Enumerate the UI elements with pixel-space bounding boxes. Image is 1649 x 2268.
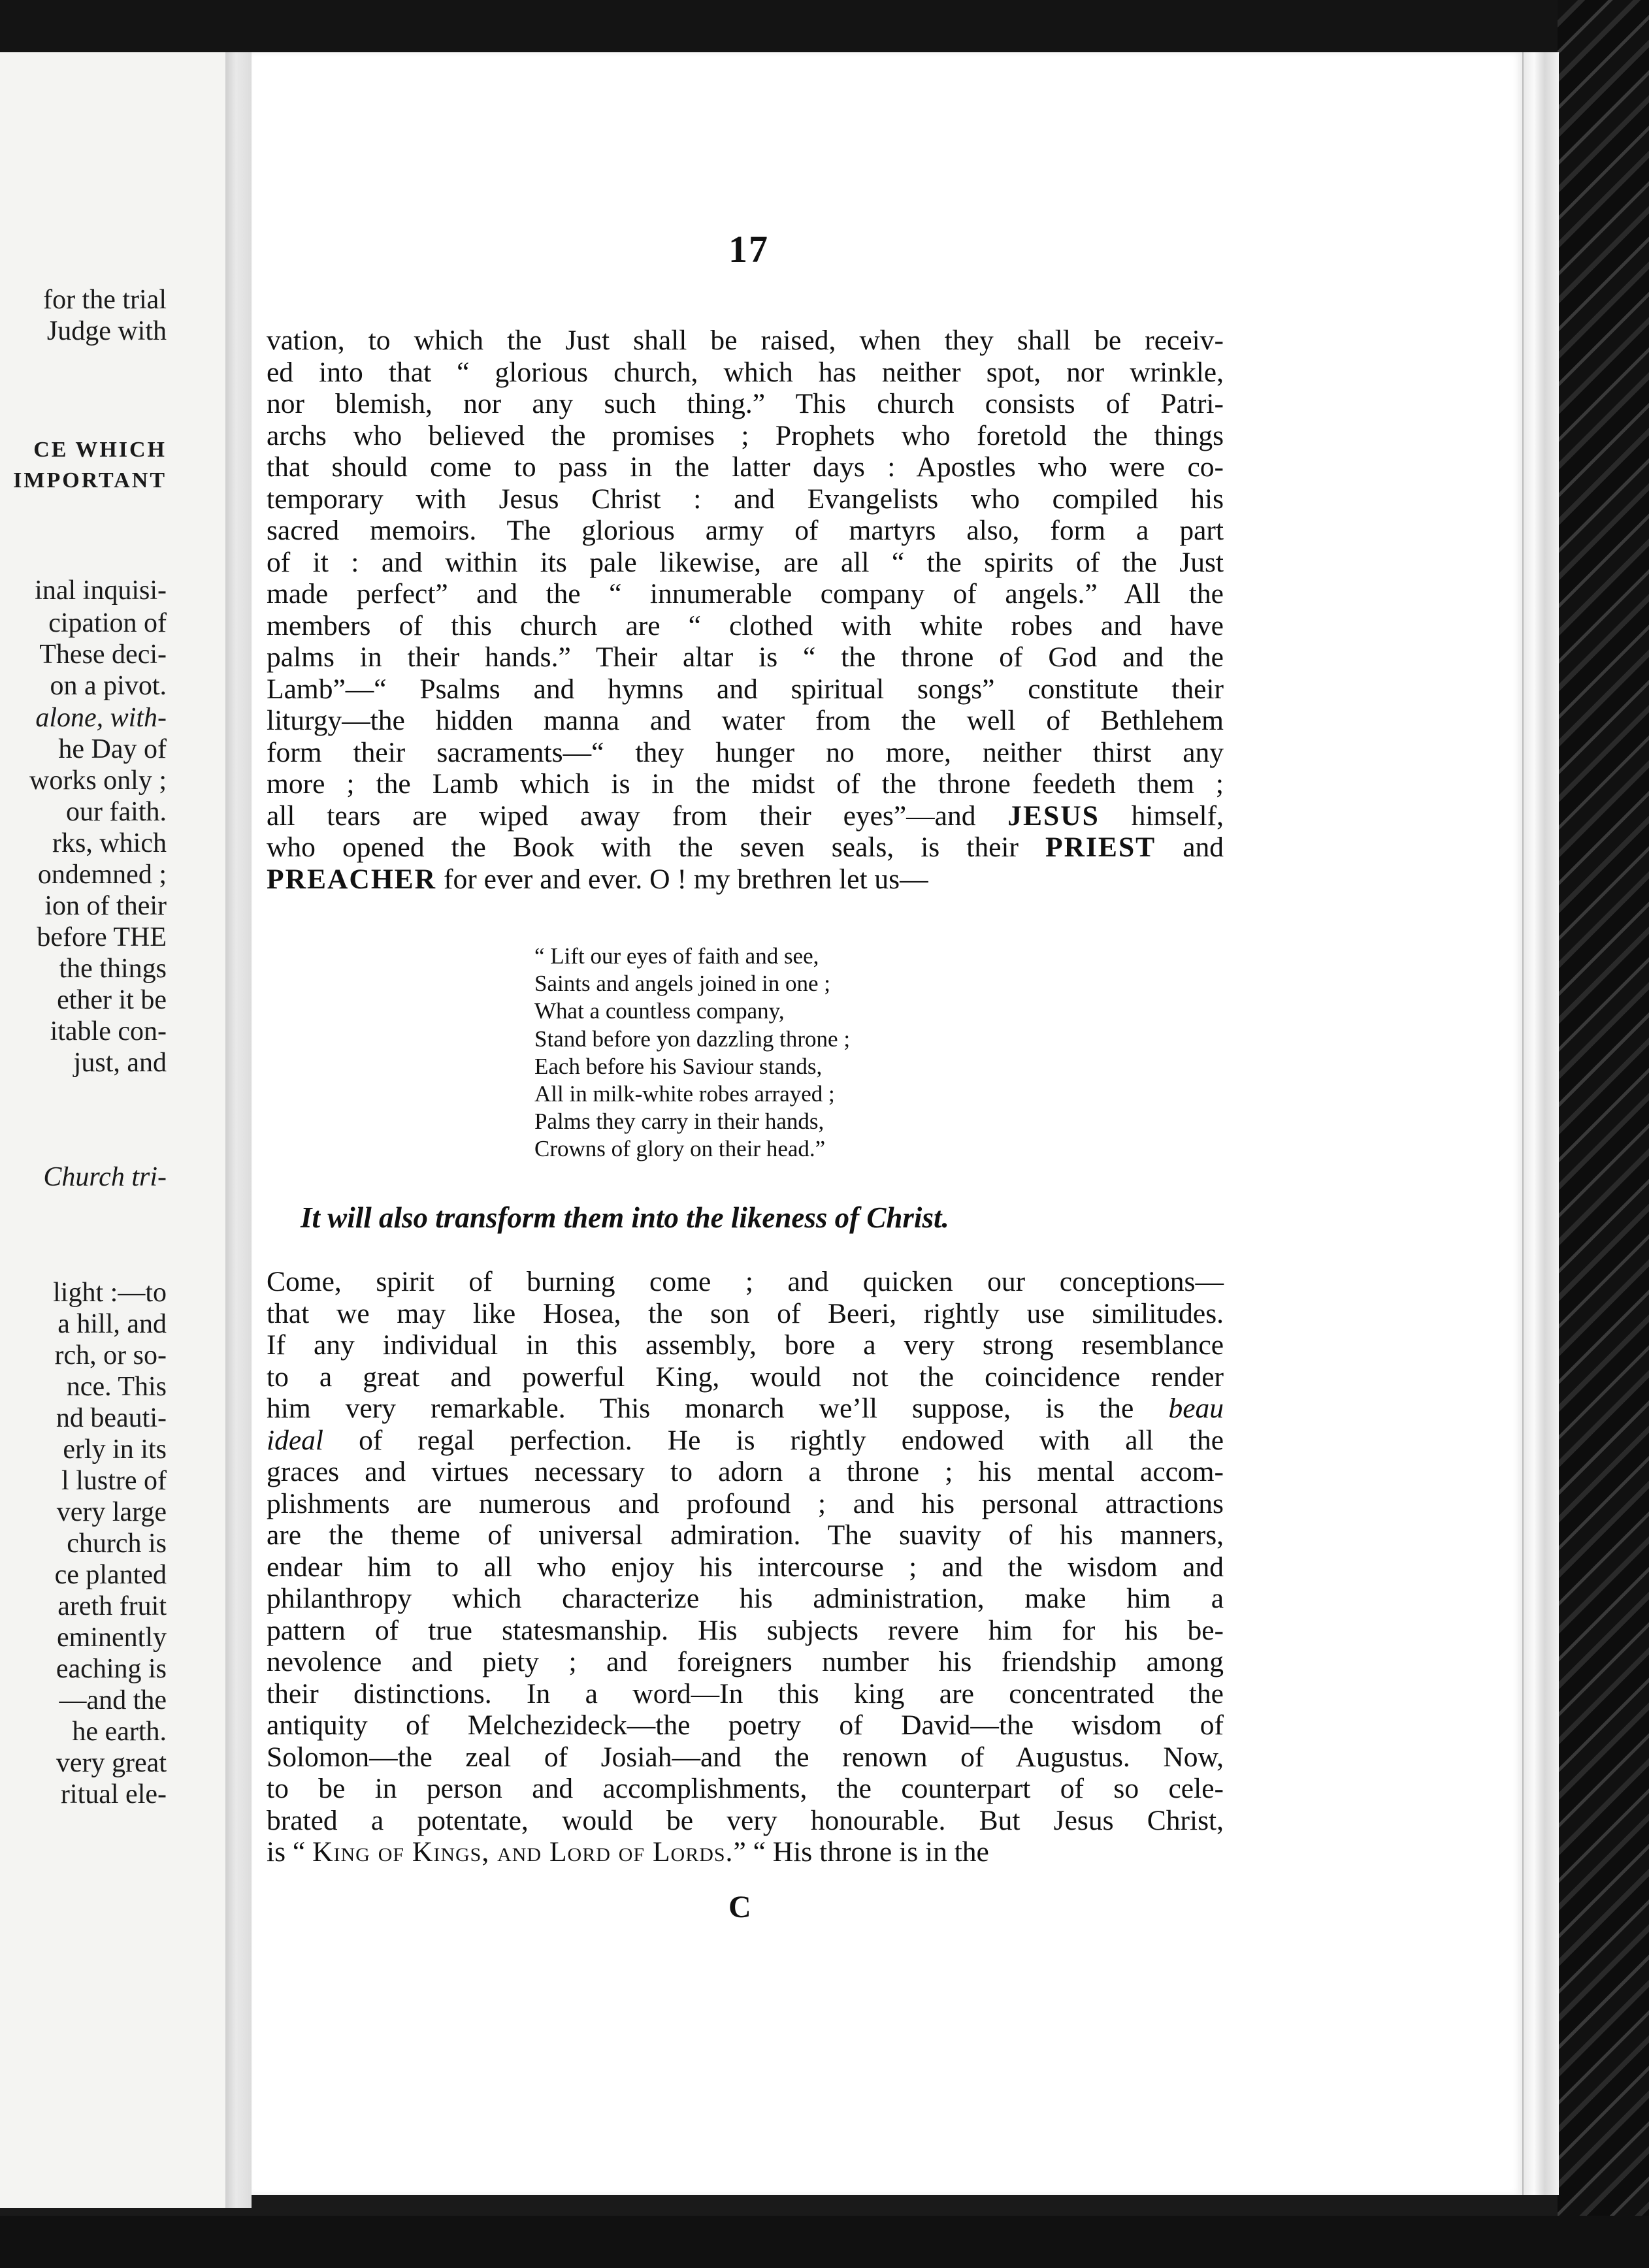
facing-page-line: CE WHICH: [33, 438, 167, 462]
facing-page-line: works only ;: [29, 766, 167, 796]
poem-line: Each before his Saviour stands,: [534, 1053, 823, 1079]
facing-page-line: on a pivot.: [50, 671, 167, 701]
facing-page-line: church is: [67, 1529, 167, 1559]
poem-line: “ Lift our eyes of faith and see,: [534, 943, 819, 969]
facing-page-line: he Day of: [58, 734, 167, 764]
text-line: ideal of regal perfection. He is rightly endowed with all the: [267, 1424, 1224, 1456]
facing-page-line: before THE: [37, 922, 167, 952]
facing-page-line: inal inquisi-: [35, 575, 167, 606]
text-line: members of this church are “ clothed with white robes and have: [267, 609, 1224, 641]
text-line: pattern of true statesmanship. His subjects revere him for his be-: [267, 1614, 1224, 1646]
facing-page-line: areth fruit: [57, 1591, 167, 1621]
text-line: is “ King of Kings, and Lord of Lords.” “ His throne is in the: [267, 1836, 989, 1868]
text-line: him very remarkable. This monarch we’ll suppose, is the beau: [267, 1393, 1224, 1424]
section-subheading: It will also transform them into the likeness of Christ.: [301, 1201, 949, 1234]
text-line: to a great and powerful King, would not the coincidence render: [267, 1361, 1224, 1393]
text-line: If any individual in this assembly, bore a very strong resemblance: [267, 1329, 1224, 1361]
text-line: temporary with Jesus Christ : and Evangelists who compiled his: [267, 483, 1224, 515]
poem-line: What a countless company,: [534, 998, 785, 1024]
facing-page-line: a hill, and: [57, 1309, 167, 1339]
text-line: sacred memoirs. The glorious army of martyrs also, form a part: [267, 515, 1224, 546]
text-line: ed into that “ glorious church, which has neither spot, nor wrinkle,: [267, 356, 1224, 388]
facing-page-line: he earth.: [72, 1717, 167, 1747]
poem-line: Crowns of glory on their head.”: [534, 1136, 826, 1162]
poem-line: Saints and angels joined in one ;: [534, 971, 830, 997]
facing-page-line: nce. This: [66, 1372, 167, 1402]
poem-line: All in milk-white robes arrayed ;: [534, 1081, 835, 1107]
text-line: that should come to pass in the latter days : Apostles who were co-: [267, 451, 1224, 483]
poem-quote: [534, 943, 850, 1163]
facing-page: [0, 52, 225, 2208]
text-line: vation, to which the Just shall be raised, when they shall be receiv-: [267, 325, 1224, 356]
facing-page-line: just, and: [73, 1048, 167, 1078]
text-line: more ; the Lamb which is in the midst of the throne feedeth them ;: [267, 768, 1224, 800]
facing-page-line: cipation of: [48, 608, 167, 638]
facing-page-line: our faith.: [66, 797, 167, 827]
text-line: that we may like Hosea, the son of Beeri, rightly use similitudes.: [267, 1297, 1224, 1329]
facing-page-line: the things: [59, 954, 167, 984]
text-line: nor blemish, nor any such thing.” This church consists of Patri-: [267, 388, 1224, 419]
poem-line: Stand before yon dazzling throne ;: [534, 1026, 851, 1052]
facing-page-line: IMPORTANT: [13, 468, 167, 493]
text-line: their distinctions. In a word—In this king are concentrated the: [267, 1677, 1224, 1709]
text-line: archs who believed the promises ; Prophets who foretold the things: [267, 419, 1224, 451]
facing-page-line: Judge with: [46, 316, 167, 346]
facing-page-line: very great: [56, 1748, 167, 1778]
facing-page-line: rch, or so-: [54, 1340, 167, 1370]
text-line: endear him to all who enjoy his intercourse ; and the wisdom and: [267, 1551, 1224, 1583]
text-line: liturgy—the hidden manna and water from the well of Bethlehem: [267, 705, 1224, 736]
facing-page-line: alone, with-: [35, 703, 167, 733]
text-line: philanthropy which characterize his administration, make him a: [267, 1583, 1224, 1614]
facing-page-line: erly in its: [63, 1434, 167, 1465]
facing-page-line: eminently: [57, 1623, 167, 1653]
facing-page-line: ondemned ;: [37, 860, 167, 890]
facing-page-line: for the trial: [43, 285, 167, 315]
text-line: Lamb”—“ Psalms and hymns and spiritual songs” constitute their: [267, 673, 1224, 705]
facing-page-line: l lustre of: [61, 1466, 167, 1496]
facing-page-line: Church tri-: [43, 1162, 167, 1192]
text-line: who opened the Book with the seven seals, is their PRIEST and: [267, 832, 1224, 863]
text-line: antiquity of Melchezideck—the poetry of David—the wisdom of: [267, 1709, 1224, 1741]
text-line: are the theme of universal admiration. The suavity of his manners,: [267, 1519, 1224, 1551]
facing-page-line: ether it be: [57, 985, 167, 1015]
signature-mark: C: [728, 1890, 751, 1924]
text-line: PREACHER for ever and ever. O ! my brethren let us—: [267, 863, 928, 895]
facing-page-line: nd beauti-: [56, 1403, 167, 1433]
text-line: palms in their hands.” Their altar is “ the throne of God and the: [267, 641, 1224, 673]
book-gutter: [225, 52, 252, 2208]
text-line: made perfect” and the “ innumerable company of angels.” All the: [267, 578, 1224, 609]
facing-page-line: rks, which: [52, 828, 167, 858]
text-line: form their sacraments—“ they hunger no more, neither thirst any: [267, 736, 1224, 768]
scan-border-bottom: [0, 2216, 1649, 2268]
text-line: nevolence and piety ; and foreigners number his friendship among: [267, 1646, 1224, 1677]
facing-page-line: These deci-: [39, 640, 167, 670]
paragraph-2: [267, 1266, 1224, 1868]
facing-page-line: itable con-: [50, 1016, 167, 1046]
text-line: Solomon—the zeal of Josiah—and the renown of Augustus. Now,: [267, 1741, 1224, 1773]
facing-page-line: light :—to: [53, 1278, 167, 1308]
facing-page-line: very large: [56, 1497, 167, 1527]
facing-page-line: ce planted: [54, 1560, 167, 1590]
scan-border-right: [1558, 0, 1649, 2268]
text-line: all tears are wiped away from their eyes”—and JESUS himself,: [267, 800, 1224, 832]
facing-page-line: ritual ele-: [60, 1779, 167, 1809]
scan-border-top: [0, 0, 1649, 59]
facing-page-line: —and the: [59, 1685, 167, 1715]
text-line: to be in person and accomplishments, the counterpart of so cele-: [267, 1773, 1224, 1804]
text-line: graces and virtues necessary to adorn a throne ; his mental accom-: [267, 1456, 1224, 1487]
poem-line: Palms they carry in their hands,: [534, 1109, 824, 1135]
text-line: Come, spirit of burning come ; and quicken our conceptions—: [267, 1266, 1224, 1297]
page-number: 17: [728, 228, 769, 270]
paragraph-1: [267, 325, 1224, 895]
facing-page-line: eaching is: [56, 1654, 167, 1684]
facing-page-line: ion of their: [44, 891, 167, 921]
page-edge: [1522, 52, 1559, 2195]
text-line: plishments are numerous and profound ; and his personal attractions: [267, 1487, 1224, 1519]
text-line: of it : and within its pale likewise, are all “ the spirits of the Just: [267, 546, 1224, 578]
text-line: brated a potentate, would be very honourable. But Jesus Christ,: [267, 1804, 1224, 1836]
